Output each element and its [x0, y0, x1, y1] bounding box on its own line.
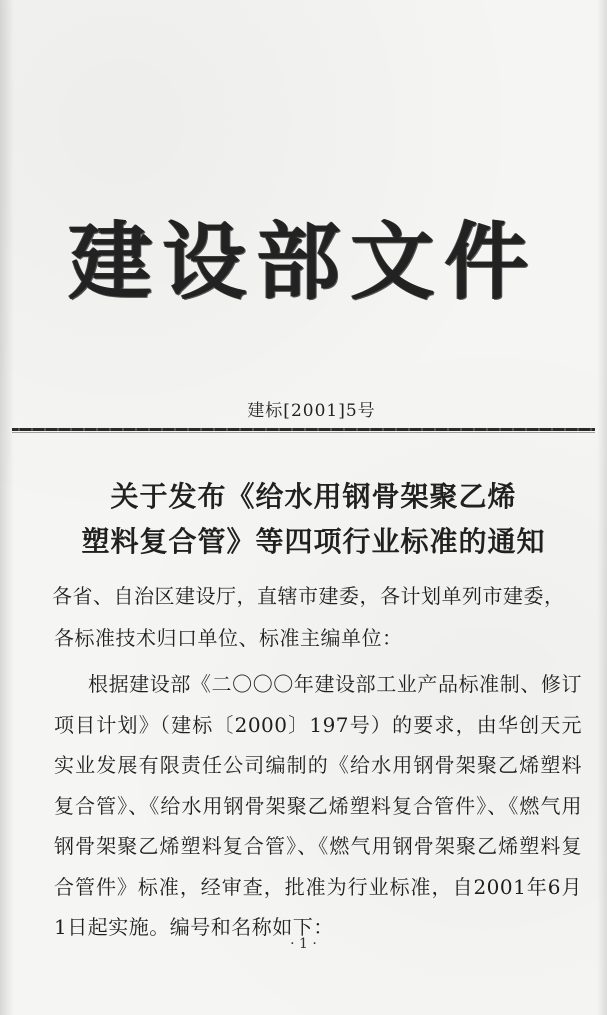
header-divider-underline [12, 432, 595, 433]
document-number: 建标[2001]5号 [247, 401, 376, 421]
notice-title-line-1: 关于发布《给水用钢骨架聚乙烯 [110, 480, 517, 513]
header-divider [12, 428, 595, 431]
notice-title-line-2: 塑料复合管》等四项行业标准的通知 [81, 525, 546, 558]
addressee-line-2: 各标准技术归口单位、标准主编单位： [54, 626, 403, 650]
addressee-line-1: 各省、自治区建设厅，直辖市建委，各计划单列市建委， [52, 584, 565, 608]
masthead-title: 建设部文件 [68, 212, 539, 311]
body-paragraph: 根据建设部《二〇〇〇年建设部工业产品标准制、修订项目计划》（建标〔2000〕197号）的要求，由华创天元实业发展有限责任公司编制的《给水用钢骨架聚乙烯塑料复合管》、《给水用钢骨架聚乙烯塑料复合管件》、《燃气用钢骨架聚乙烯塑料复合管》、《燃气用钢骨架聚乙烯塑料复合管件》标准，经审查，批准为行业标准，自2001年6月1日起实施。编号和名称如下： [54, 672, 582, 939]
page-number: · 1 · [290, 936, 317, 952]
